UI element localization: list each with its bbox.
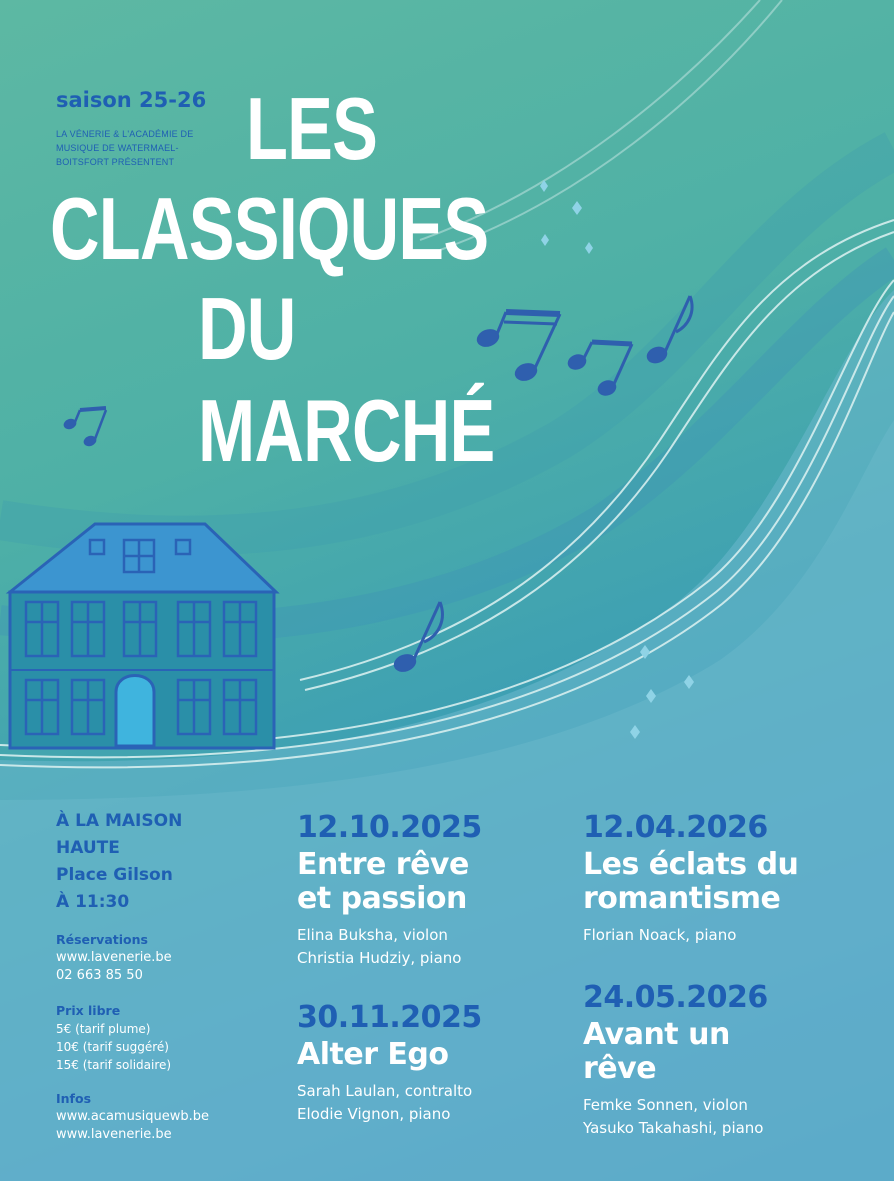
house-illustration: [10, 524, 276, 748]
concert-performer: Elina Buksha, violon: [297, 926, 448, 944]
concert-title: Les éclats du: [583, 847, 799, 882]
title-line-3: DU: [198, 279, 296, 378]
concert-date: 12.04.2026: [583, 810, 768, 845]
venue-block: [56, 808, 266, 916]
concert-entry: [297, 1000, 577, 1126]
price-tier: 15€ (tarif solidaire): [56, 1058, 172, 1072]
infos-block: [56, 1090, 266, 1144]
concert-performer: Christia Hudziy, piano: [297, 949, 462, 967]
season-label: saison 25-26: [56, 88, 207, 112]
pricing-label: Prix libre: [56, 1003, 121, 1018]
concert-title: Entre rêve: [297, 847, 469, 882]
venue-line: À LA MAISON: [56, 811, 183, 831]
reservations-website[interactable]: www.lavenerie.be: [56, 950, 172, 965]
concert-performer: Elodie Vignon, piano: [297, 1105, 451, 1123]
concert-title: romantisme: [583, 881, 781, 916]
venue-line: Place Gilson: [56, 865, 173, 885]
reservations-phone[interactable]: 02 663 85 50: [56, 968, 143, 983]
concert-performer: Yasuko Takahashi, piano: [583, 1119, 764, 1137]
concert-title: et passion: [297, 881, 467, 916]
concert-entry: [297, 810, 577, 970]
concert-title: Alter Ego: [297, 1037, 449, 1072]
pricing-block: [56, 1002, 266, 1074]
reservations-label: Réservations: [56, 932, 148, 947]
infos-link[interactable]: www.acamusiquewb.be: [56, 1109, 209, 1124]
venue-line: À 11:30: [56, 892, 130, 912]
concert-date: 24.05.2026: [583, 980, 768, 1015]
concert-entry: [583, 980, 883, 1140]
title-line-2: CLASSIQUES: [50, 179, 489, 278]
venue-line: HAUTE: [56, 838, 120, 858]
title-line-1: LES: [246, 79, 378, 178]
concert-entry: [583, 810, 883, 947]
presenters-line: LA VÉNERIE & L'ACADÉMIE DE MUSIQUE DE WATERMAEL-BOITSFORT PRÉSENTENT: [56, 129, 194, 167]
concert-performer: Femke Sonnen, violon: [583, 1096, 748, 1114]
concert-performer: Florian Noack, piano: [583, 926, 737, 944]
concert-title: rêve: [583, 1051, 657, 1086]
concert-performer: Sarah Laulan, contralto: [297, 1082, 473, 1100]
concert-date: 12.10.2025: [297, 810, 482, 845]
price-tier: 5€ (tarif plume): [56, 1022, 151, 1036]
title-line-4: MARCHÉ: [198, 381, 495, 480]
infos-label: Infos: [56, 1091, 92, 1106]
concert-title: Avant un: [583, 1017, 730, 1052]
reservations-block: [56, 931, 266, 985]
concert-date: 30.11.2025: [297, 1000, 482, 1035]
infos-link[interactable]: www.lavenerie.be: [56, 1127, 172, 1142]
price-tier: 10€ (tarif suggéré): [56, 1040, 169, 1054]
